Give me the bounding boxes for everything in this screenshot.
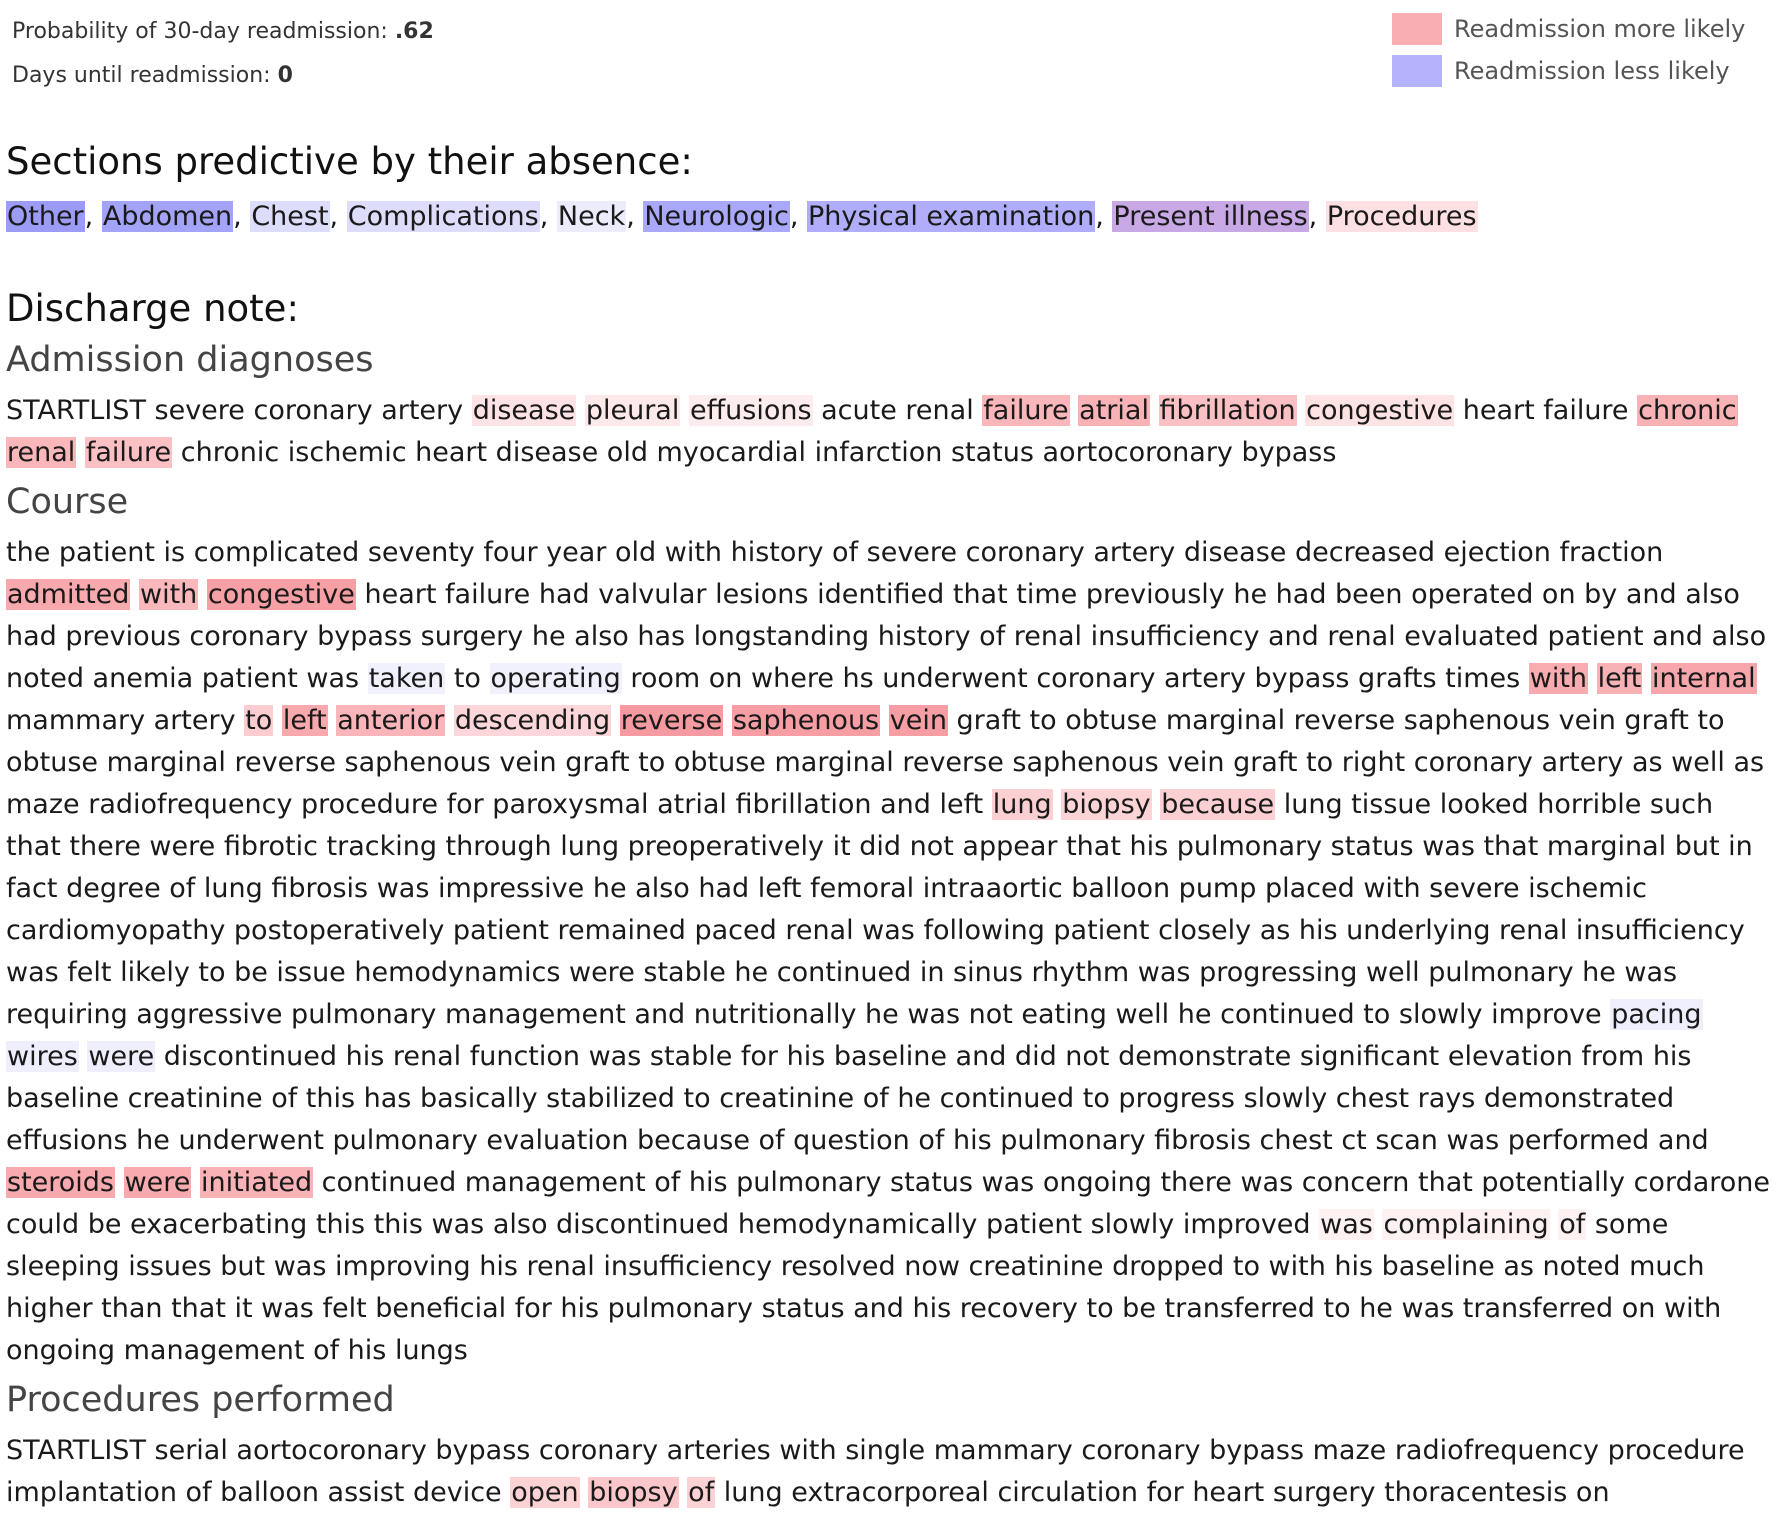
plain-text: acute renal [812, 395, 983, 426]
highlighted-word: reverse [620, 705, 723, 736]
highlighted-word: fibrillation [1159, 395, 1296, 426]
legend-item-less [1392, 50, 1745, 92]
highlighted-word: vein [889, 705, 947, 736]
plain-text: room on where hs underwent coronary artery bypass grafts times [621, 663, 1529, 694]
plain-text [1070, 395, 1079, 426]
chip-separator: , [539, 201, 557, 232]
plain-text [679, 1477, 688, 1508]
absence-section-list [6, 195, 1776, 239]
legend-label-less: Readmission less likely [1454, 57, 1730, 85]
plain-text [880, 705, 889, 736]
chip-separator: , [329, 201, 347, 232]
highlighted-word: open [511, 1477, 579, 1508]
highlighted-word: congestive [207, 579, 355, 610]
highlighted-word: were [124, 1167, 191, 1198]
highlighted-word: complaining [1383, 1209, 1549, 1240]
probability-line [12, 10, 434, 54]
days-label: Days until readmission: [12, 63, 278, 88]
plain-text: STARTLIST serial aortocoronary bypass coronary arteries with single mammary coronary bypass maze radiofrequency procedure implantation of balloon assist device [6, 1435, 1745, 1508]
plain-text [198, 579, 207, 610]
plain-text [1588, 663, 1597, 694]
highlighted-word: pleural [585, 395, 680, 426]
absent-section-chip: Chest [251, 201, 329, 232]
absent-section-chip: Present illness [1113, 201, 1308, 232]
highlighted-word: taken [368, 663, 445, 694]
highlighted-word: of [688, 1477, 715, 1508]
plain-text: discontinued his renal function was stable for his baseline and did not demonstrate significant elevation from his baseline creatinine of this has basically stabilized to creatinine of he continued to progress slowly chest rays demonstrated effusions he underwent pulmonary evaluation because of question of his pulmonary fibrosis chest ct scan was performed and [6, 1041, 1709, 1156]
highlighted-word: failure [983, 395, 1069, 426]
highlighted-word: to [245, 705, 273, 736]
highlighted-word: admitted [7, 579, 130, 610]
plain-text [580, 1477, 589, 1508]
plain-text: mammary artery [6, 705, 245, 736]
highlighted-word: atrial [1079, 395, 1149, 426]
highlighted-word: saphenous [732, 705, 880, 736]
highlighted-word: left [1597, 663, 1642, 694]
days-line [12, 54, 434, 98]
plain-text: STARTLIST severe coronary artery [6, 395, 472, 426]
plain-text [115, 1167, 124, 1198]
plain-text [1642, 663, 1651, 694]
absent-section-chip: Neck [557, 201, 626, 232]
chip-separator: , [1095, 201, 1113, 232]
note-section-heading: Procedures performed [6, 1380, 395, 1420]
plain-text: heart failure [1454, 395, 1638, 426]
highlighted-word: because [1161, 789, 1275, 820]
plain-text [191, 1167, 200, 1198]
plain-text: lung extracorporeal circulation for heart surgery thoracentesis on [715, 1477, 1610, 1508]
absent-section-chip: Other [7, 201, 84, 232]
prediction-summary [12, 10, 434, 98]
plain-text [1550, 1209, 1559, 1240]
absent-section-chip: Physical examination [807, 201, 1095, 232]
highlighted-word: anterior [337, 705, 445, 736]
highlighted-word: were [88, 1041, 155, 1072]
note-section-heading: Admission diagnoses [6, 340, 374, 380]
highlighted-word: disease [472, 395, 576, 426]
main-content [6, 140, 1776, 1520]
highlighted-word: operating [490, 663, 621, 694]
plain-text [76, 437, 85, 468]
plain-text [445, 705, 454, 736]
legend [1392, 8, 1745, 92]
absent-section-chip: Neurologic [644, 201, 789, 232]
discharge-note-title: Discharge note: [6, 287, 299, 330]
probability-label: Probability of 30-day readmission: [12, 19, 395, 44]
highlighted-word: failure [85, 437, 172, 468]
plain-text: to [445, 663, 490, 694]
plain-text [1152, 789, 1161, 820]
plain-text [130, 579, 139, 610]
plain-text: continued management of his pulmonary status was ongoing there was concern that potentially cordarone could be exacerbating this this was also discontinued hemodynamically patient slowly improved [6, 1167, 1770, 1240]
plain-text: lung tissue looked horrible such that there were fibrotic tracking through lung preoperatively it did not appear that his pulmonary status was that marginal but in fact degree of lung fibrosis was impressive he also had left femoral intraaortic balloon pump placed with severe ischemic cardiomyopathy postoperatively patient remained paced renal was following patient closely as his underlying renal insufficiency was felt likely to be issue hemodynamics were stable he continued in sinus rhythm was progressing well pulmonary he was requiring aggressive pulmonary management and nutritionally he was not eating well he continued to slowly improve [6, 789, 1753, 1030]
plain-text [328, 705, 337, 736]
plain-text [723, 705, 732, 736]
plain-text [611, 705, 620, 736]
absent-section-chip: Abdomen [102, 201, 233, 232]
absent-section-chip: Complications [347, 201, 539, 232]
legend-label-more: Readmission more likely [1454, 15, 1746, 43]
plain-text [273, 705, 282, 736]
chip-separator: , [84, 201, 102, 232]
highlighted-word: steroids [7, 1167, 114, 1198]
highlighted-word: lung [992, 789, 1052, 820]
highlighted-word: biopsy [589, 1477, 678, 1508]
highlighted-word: pacing [1611, 999, 1702, 1030]
plain-text: the patient is complicated seventy four year old with history of severe coronary artery disease decreased ejection fraction [6, 537, 1664, 568]
plain-text: heart failure had valvular lesions identified that time previously he had been operated on by and also had previous coronary bypass surgery he also has longstanding history of renal insufficiency and renal evaluated patient and also noted anemia patient was [6, 579, 1767, 694]
absent-section-chip: Procedures [1326, 201, 1477, 232]
note-section-text [6, 1430, 1776, 1514]
plain-text: some sleeping issues but was improving his renal insufficiency resolved now creatinine dropped to with his baseline as noted much higher than that it was felt beneficial for his pulmonary status and his recovery to be transferred to he was transferred on with ongoing management of his lungs [6, 1209, 1722, 1366]
highlighted-word: renal [7, 437, 76, 468]
note-section-heading: Course [6, 482, 129, 522]
plain-text [1150, 395, 1159, 426]
highlighted-word: was [1320, 1209, 1373, 1240]
highlighted-word: chronic [1638, 395, 1737, 426]
highlighted-word: descending [454, 705, 611, 736]
probability-value: .62 [394, 19, 434, 44]
chip-separator: , [789, 201, 807, 232]
plain-text [1053, 789, 1062, 820]
legend-swatch-more [1392, 13, 1442, 45]
plain-text: graft to obtuse marginal reverse saphenous vein graft to obtuse marginal reverse saphenous vein graft to obtuse marginal reverse saphenous vein graft to right coronary artery as well as maze radiofrequency procedure for paroxysmal atrial fibrillation and left [6, 705, 1765, 820]
absence-title: Sections predictive by their absence: [6, 140, 693, 183]
chip-separator: , [1308, 201, 1326, 232]
highlighted-word: with [1529, 663, 1588, 694]
highlighted-word: initiated [201, 1167, 313, 1198]
highlighted-word: left [282, 705, 327, 736]
note-section-text [6, 532, 1776, 1372]
highlighted-word: of [1559, 1209, 1586, 1240]
legend-swatch-less [1392, 55, 1442, 87]
highlighted-word: internal [1651, 663, 1756, 694]
highlighted-word: effusions [689, 395, 812, 426]
discharge-note-body [6, 338, 1776, 1514]
plain-text [576, 395, 585, 426]
chip-separator: , [626, 201, 644, 232]
legend-item-more [1392, 8, 1745, 50]
highlighted-word: with [140, 579, 198, 610]
days-value: 0 [277, 63, 293, 88]
plain-text: chronic ischemic heart disease old myocardial infarction status aortocoronary bypass [172, 437, 1337, 468]
highlighted-word: wires [7, 1041, 78, 1072]
note-section-text [6, 390, 1776, 474]
highlighted-word: biopsy [1062, 789, 1151, 820]
plain-text [1297, 395, 1306, 426]
chip-separator: , [233, 201, 251, 232]
plain-text [680, 395, 689, 426]
highlighted-word: congestive [1306, 395, 1454, 426]
